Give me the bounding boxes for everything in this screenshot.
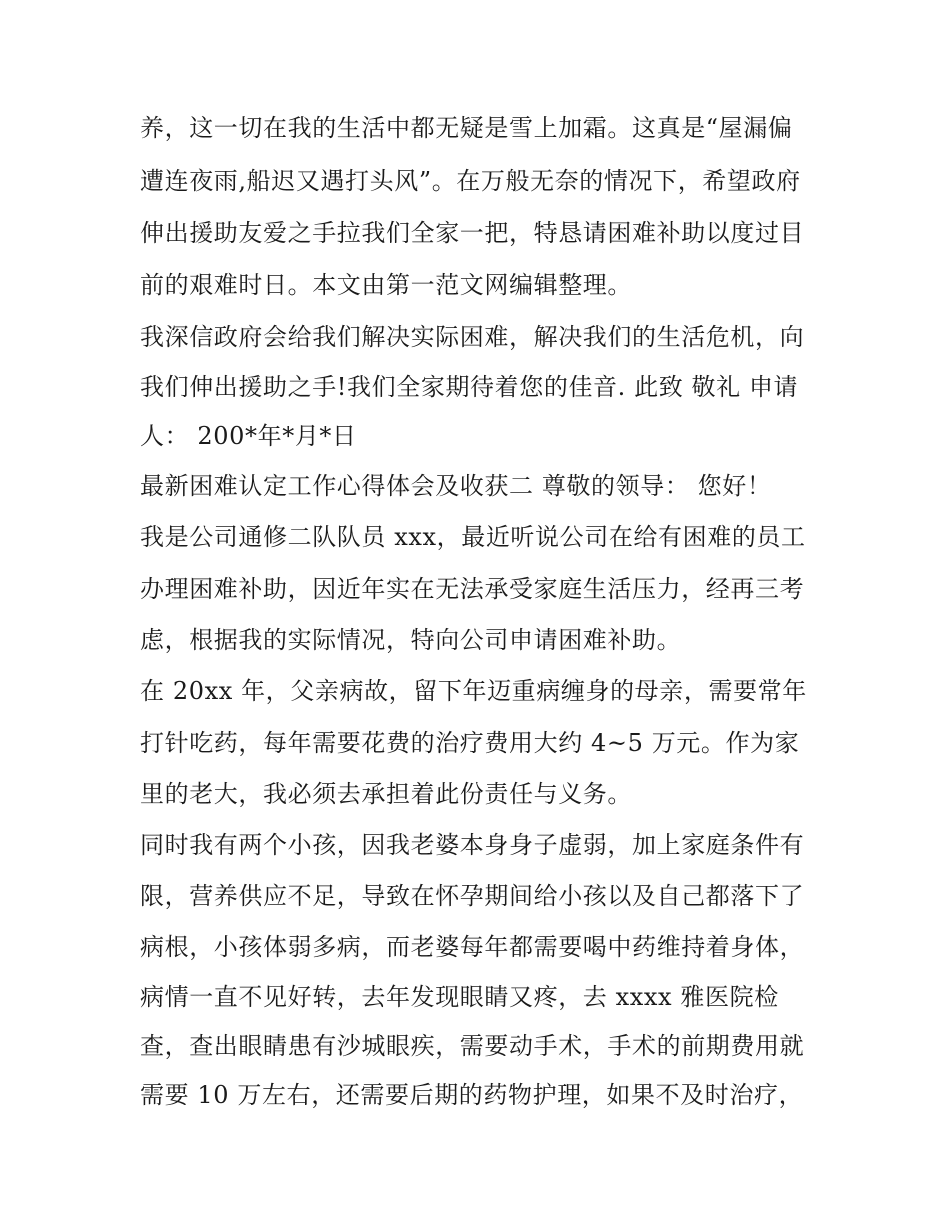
text-line: 病情一直不见好转，去年发现眼睛又疼，去 xxxx 雅医院检 (140, 983, 779, 1011)
text-line: 伸出援助友爱之手拉我们全家一把，特恳请困难补助以度过目 (140, 219, 805, 247)
text-line: 打针吃药，每年需要花费的治疗费用大约 4~5 万元。作为家 (140, 729, 800, 757)
text-line: 人： 200*年*月*日 (140, 422, 357, 450)
text-line: 里的老大，我必须去承担着此份责任与义务。 (140, 780, 632, 808)
text-line: 同时我有两个小孩，因我老婆本身身子虚弱，加上家庭条件有 (140, 831, 805, 859)
text-line: 需要 10 万左右，还需要后期的药物护理，如果不及时治疗， (140, 1081, 804, 1109)
text-line: 限，营养供应不足，导致在怀孕期间给小孩以及自己都落下了 (140, 882, 805, 910)
text-line: 在 20xx 年，父亲病故，留下年迈重病缠身的母亲，需要常年 (140, 677, 807, 705)
text-line: 养，这一切在我的生活中都无疑是雪上加霜。这真是“屋漏偏 (140, 114, 793, 142)
text-line: 病根，小孩体弱多病，而老婆每年都需要喝中药维持着身体， (140, 933, 805, 961)
text-line: 查，查出眼睛患有沙城眼疾，需要动手术，手术的前期费用就 (140, 1032, 805, 1060)
text-line: 我深信政府会给我们解决实际困难，解决我们的生活危机，向 (140, 323, 805, 351)
text-line: 我是公司通修二队队员 xxx，最近听说公司在给有困难的员工 (140, 523, 806, 551)
text-line: 我们伸出援助之手!我们全家期待着您的佳音. 此致 敬礼 申请 (140, 373, 799, 401)
text-line: 虑，根据我的实际情况，特向公司申请困难补助。 (140, 626, 682, 654)
text-line: 办理困难补助，因近年实在无法承受家庭生活压力，经再三考 (140, 575, 805, 603)
text-line: 前的艰难时日。本文由第一范文网编辑整理。 (140, 271, 632, 299)
text-line: 最新困难认定工作心得体会及收获二 尊敬的领导： 您好！ (140, 472, 772, 500)
text-line: 遭连夜雨,船迟又遇打头风”。在万般无奈的情况下，希望政府 (140, 167, 801, 195)
